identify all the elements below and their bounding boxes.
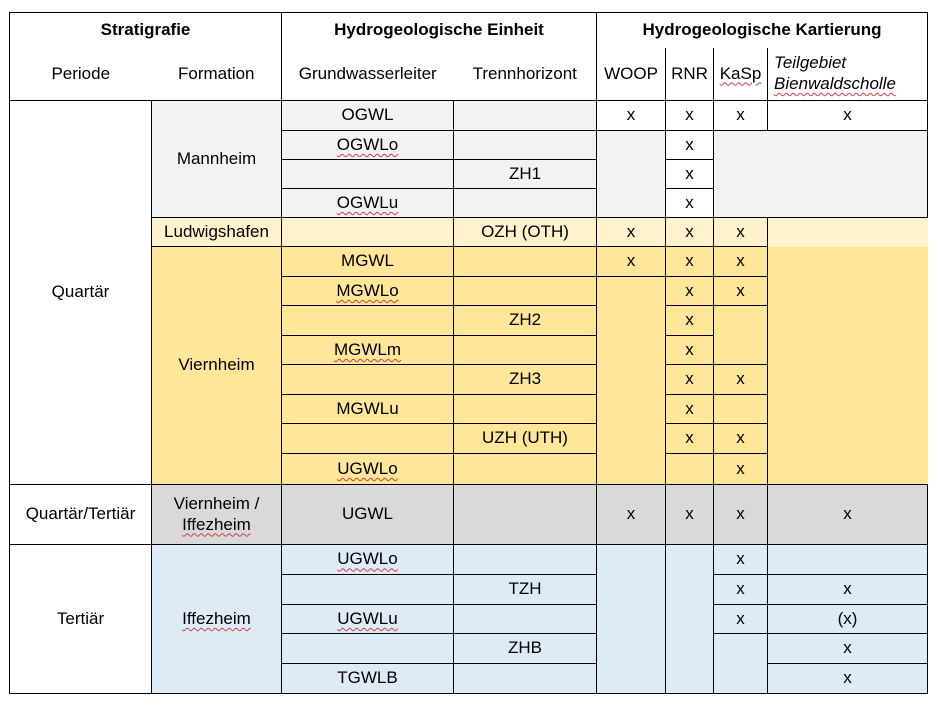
cell-gwl: MGWLu <box>282 395 454 424</box>
cell-gwl <box>282 454 454 485</box>
cell-th: ZH3 <box>454 365 597 395</box>
cell-th <box>454 545 597 575</box>
gwl-label: UGWLo <box>337 549 398 569</box>
cell-rnr: x <box>666 218 714 247</box>
cell-teil: x <box>768 634 928 664</box>
header-group-row <box>10 13 928 48</box>
cell-gwl <box>282 277 454 306</box>
cell-rnr: x <box>666 485 714 545</box>
cell-teil-block <box>768 247 928 485</box>
cell-th <box>454 485 597 545</box>
col-header-woop: WOOP <box>597 48 666 101</box>
table-row <box>10 545 928 575</box>
cell-th: ZH2 <box>454 306 597 336</box>
cell-gwl <box>282 160 454 189</box>
cell-th <box>454 277 597 306</box>
col-header-teilgebiet <box>768 48 928 101</box>
cell-th <box>454 336 597 365</box>
cell-kasp: x <box>714 605 768 634</box>
cell-kasp: x <box>714 424 768 454</box>
gwl-label: MGWLm <box>333 339 402 359</box>
cell-rnr: x <box>666 306 714 336</box>
periode-quartaer: Quartär <box>10 101 152 485</box>
cell-gwl: MGWL <box>282 247 454 277</box>
formation-label-1: Viernheim / <box>173 494 260 514</box>
formation-iffezheim-label: Iffezheim <box>182 608 251 628</box>
cell-th <box>454 605 597 634</box>
cell-rnr <box>666 454 714 485</box>
formation-label-2: Iffezheim <box>182 514 251 534</box>
cell-woop-block <box>597 131 666 218</box>
cell-th <box>454 189 597 218</box>
cell-rnr: x <box>666 395 714 424</box>
cell-gwl <box>282 218 454 247</box>
cell-kasp <box>714 395 768 424</box>
group-header-kartierung: Hydrogeologische Kartierung <box>597 13 928 48</box>
cell-th <box>454 664 597 694</box>
cell-kasp <box>714 634 768 694</box>
gwl-label: OGWLo <box>336 134 399 154</box>
cell-kasp: x <box>714 218 768 247</box>
cell-kasp <box>714 306 768 365</box>
gwl-label: UGWLo <box>337 458 398 478</box>
cell-rnr: x <box>666 131 714 160</box>
cell-gwl <box>282 336 454 365</box>
gwl-label: MGWLo <box>336 280 399 300</box>
teilgebiet-label-1: Teilgebiet <box>774 53 847 73</box>
group-header-stratigrafie: Stratigrafie <box>10 13 282 48</box>
cell-rnr: x <box>666 160 714 189</box>
cell-gwl <box>282 424 454 454</box>
formation-ludwigshafen: Ludwigshafen <box>152 218 282 247</box>
col-header-rnr: RNR <box>666 48 714 101</box>
periode-tertiaer: Tertiär <box>10 545 152 694</box>
cell-gwl: OGWL <box>282 101 454 131</box>
cell-teil: x <box>768 485 928 545</box>
header-column-row <box>10 48 928 101</box>
cell-woop: x <box>597 218 666 247</box>
cell-th: TZH <box>454 575 597 605</box>
cell-rnr: x <box>666 101 714 131</box>
cell-kasp: x <box>714 485 768 545</box>
cell-kasp: x <box>714 247 768 277</box>
cell-rnr: x <box>666 336 714 365</box>
cell-rnr: x <box>666 189 714 218</box>
cell-woop-block <box>597 545 666 694</box>
cell-teil: x <box>768 664 928 694</box>
cell-gwl <box>282 131 454 160</box>
col-header-grundwasserleiter: Grundwasserleiter <box>282 48 454 101</box>
cell-gwl <box>282 605 454 634</box>
cell-gwl <box>282 634 454 664</box>
cell-kasp: x <box>714 365 768 395</box>
cell-th: ZH1 <box>454 160 597 189</box>
cell-teil: (x) <box>768 605 928 634</box>
cell-th <box>454 454 597 485</box>
cell-kasp: x <box>714 277 768 306</box>
cell-gwl: UGWL <box>282 485 454 545</box>
periode-quartaer-tertiaer: Quartär/Tertiär <box>10 485 152 545</box>
cell-gwl: TGWLB <box>282 664 454 694</box>
cell-woop: x <box>597 101 666 131</box>
formation-viernheim: Viernheim <box>152 247 282 485</box>
cell-gwl <box>282 545 454 575</box>
teilgebiet-label-2: Bienwaldscholle <box>774 73 896 93</box>
table-row <box>10 101 928 131</box>
cell-kasp-teil-block <box>714 131 928 218</box>
cell-woop-block <box>597 277 666 485</box>
formation-mannheim: Mannheim <box>152 101 282 218</box>
col-header-periode: Periode <box>10 48 152 101</box>
cell-th <box>454 131 597 160</box>
cell-rnr: x <box>666 424 714 454</box>
col-header-trennhorizont: Trennhorizont <box>454 48 597 101</box>
cell-th: OZH (OTH) <box>454 218 597 247</box>
formation-viernheim-iffezheim <box>152 485 282 545</box>
gwl-label: UGWLu <box>337 608 398 628</box>
cell-teil: x <box>768 575 928 605</box>
cell-kasp: x <box>714 545 768 575</box>
stratigraphy-table <box>9 12 928 694</box>
cell-th <box>454 247 597 277</box>
cell-gwl <box>282 189 454 218</box>
cell-kasp: x <box>714 575 768 605</box>
col-header-formation: Formation <box>152 48 282 101</box>
cell-gwl <box>282 365 454 395</box>
cell-th: UZH (UTH) <box>454 424 597 454</box>
cell-rnr-block <box>666 545 714 694</box>
cell-th: ZHB <box>454 634 597 664</box>
cell-rnr: x <box>666 277 714 306</box>
formation-iffezheim <box>152 545 282 694</box>
col-header-kasp <box>714 48 768 101</box>
cell-rnr: x <box>666 247 714 277</box>
cell-th <box>454 101 597 131</box>
cell-kasp: x <box>714 101 768 131</box>
cell-teil: x <box>768 101 928 131</box>
cell-woop: x <box>597 485 666 545</box>
cell-gwl <box>282 306 454 336</box>
gwl-label: OGWLu <box>336 192 399 212</box>
cell-gwl <box>282 575 454 605</box>
cell-teil <box>768 545 928 575</box>
kasp-label: KaSp <box>719 63 762 83</box>
group-header-einheit: Hydrogeologische Einheit <box>282 13 597 48</box>
table-row <box>10 485 928 545</box>
cell-woop: x <box>597 247 666 277</box>
cell-kasp: x <box>714 454 768 485</box>
cell-teil <box>768 218 928 247</box>
cell-th <box>454 395 597 424</box>
cell-rnr: x <box>666 365 714 395</box>
